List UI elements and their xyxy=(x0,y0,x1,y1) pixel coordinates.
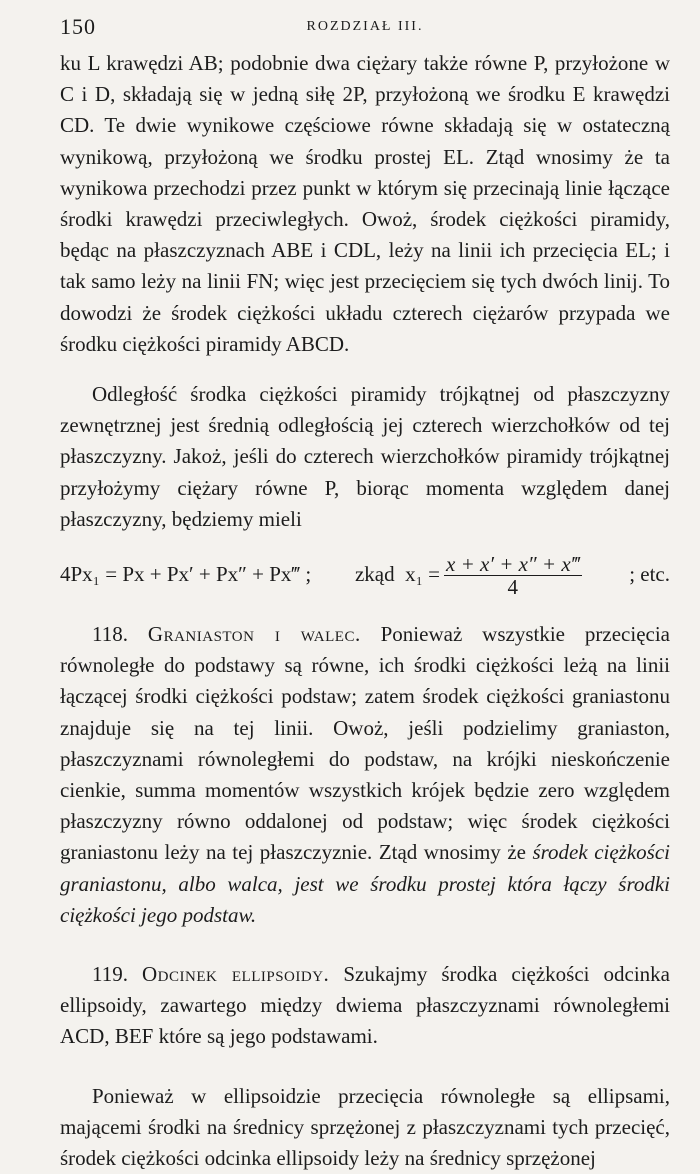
section-118-text: Ponieważ wszystkie przecięcia równoległe do podstawy są równe, ich środki ciężkości leżą na linii łączącej środki ciężkości podstaw; zatem środek ciężkości graniastonu znajduje się na tej linii. Owoż, jeśli podzielimy graniaston, płaszczyznami równoległemi do podstaw, na krójki nieskończenie cienkie, summa momentów wszystkich krójek będzie zero względem płaszczyzny równo oddalonej od podstaw; więc środek ciężkości graniastonu leży na tej płaszczyznie. Ztąd wnosimy że xyxy=(60,622,671,865)
paragraph-ellipsoid: Ponieważ w ellipsoidzie przecięcia równoległe są ellipsami, mającemi środki na średnicy sprzężonej z płaszczyznami tych przecięć, środek ciężkości odcinka ellipsoidy leży na średnicy sprzężonej xyxy=(60,1083,670,1171)
section-118 xyxy=(60,619,670,931)
paragraph-continued: ku L krawędzi AB; podobnie dwa ciężary także równe P, przyłożone w C i D, składają się w jedną siłę 2P, przyłożoną we środku E krawędzi CD. Te dwie wynikowe częściowe równe składają się w ostateczną wynikową, przyłożoną we środku prostej EL. Ztąd wnosimy że ta wynikowa przechodzi przez punkt w którym się przecinają linie łączące środki krawędzi przeciwległych. Owoż, środek ciężkości piramidy, będąc na płaszczyznach ABE i CDL, leży na linii ich przecięcia EL; i tak samo leży na linii FN; więc jest przecięciem się tych dwóch linij. To dowodzi że środek ciężkości układu czterech ciężarów przypada we środku ciężkości piramidy ABCD. xyxy=(60,51,670,356)
formula-lhs: x₁ = xyxy=(405,562,441,587)
formula-tail: ; etc. xyxy=(629,562,670,587)
page-body xyxy=(60,48,670,1174)
formula-right xyxy=(355,553,586,598)
section-118-number: 118. xyxy=(92,622,128,647)
section-119-number: 119. xyxy=(92,962,128,987)
formula-denominator: 4 xyxy=(507,574,519,599)
paragraph-distance: Odległość środka ciężkości piramidy trójkątnej od płaszczyzny zewnętrznej jest średnią odległością jej czterech wierzchołków od tej płaszczyzny. Jakoż, jeśli do czterech wierzchołków piramidy trójkątnej przyłożymy ciężary równe P, biorąc momenta względem danej płaszczyzny, będziemy mieli xyxy=(60,382,670,531)
moment-formula xyxy=(60,553,670,597)
formula-numerator: x + x′ + x″ + x‴ xyxy=(446,551,580,576)
section-119-title: Odcinek ellipsoidy. xyxy=(142,962,330,987)
page-number: 150 xyxy=(60,14,96,39)
section-118-italic: środek ciężkości graniastonu, albo walca, jest we środku prostej która łączy środki ciężkości jego podstaw. xyxy=(60,840,670,927)
section-118-title: Graniaston i walec. xyxy=(147,622,361,647)
running-title: ROZDZIAŁ III. xyxy=(306,19,424,34)
section-119-text: Szukajmy środka ciężkości odcinka ellipsoidy, zawartego między dwiema płaszczyznami równoległemi ACD, BEF które są jego podstawami. xyxy=(60,962,670,1049)
formula-left: 4Px₁ = Px + Px′ + Px″ + Px‴ ; xyxy=(60,562,312,587)
formula-connector: zkąd xyxy=(354,562,395,587)
page-header xyxy=(60,14,670,42)
section-119 xyxy=(60,959,670,1053)
formula-fraction xyxy=(444,553,581,598)
